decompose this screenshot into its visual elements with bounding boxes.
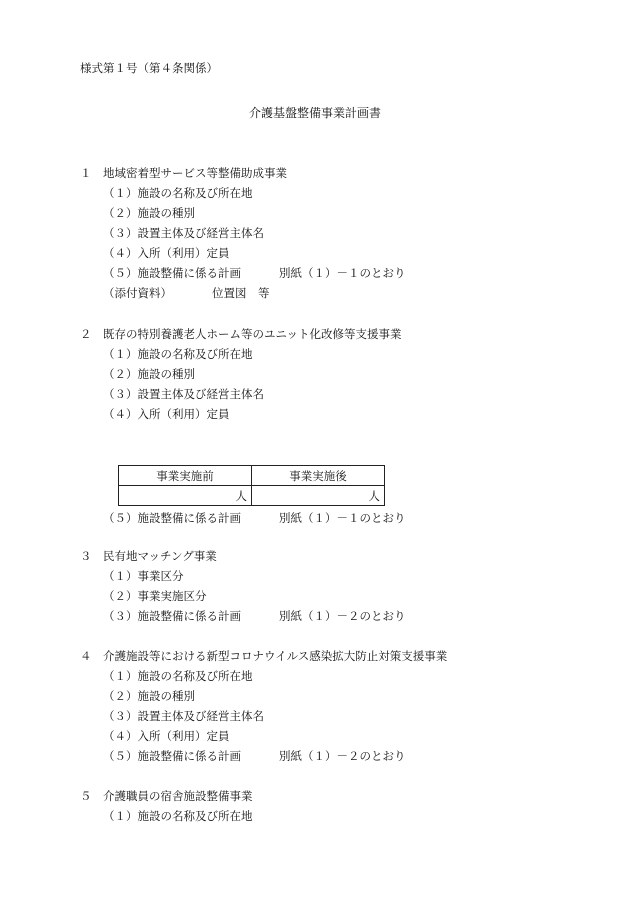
list-item xyxy=(80,606,406,626)
list-item: （１）施設の名称及び所在地 xyxy=(103,186,253,200)
document-title: 介護基盤整備事業計画書 xyxy=(248,106,381,120)
list-item xyxy=(80,746,447,766)
before-header: 事業実施前 xyxy=(119,466,252,486)
section-1 xyxy=(80,163,406,303)
section-title: 既存の特別養護老人ホーム等のユニット化改修等支援事業 xyxy=(103,327,402,341)
after-header: 事業実施後 xyxy=(252,466,385,486)
list-item: （２）施設の種別 xyxy=(103,206,195,220)
section-title: 介護施設等における新型コロナウイルス感染拡大防止対策支援事業 xyxy=(103,649,448,663)
attachment-value: 位置図 等 xyxy=(212,286,270,300)
item-label: （５）施設整備に係る計画 xyxy=(103,749,241,763)
list-item: （１）施設の名称及び所在地 xyxy=(103,669,253,683)
list-item: （２）施設の種別 xyxy=(103,689,195,703)
list-item: （３）設置主体及び経営主体名 xyxy=(103,387,264,401)
item-label: （５）施設整備に係る計画 xyxy=(103,511,241,525)
section-number: ４ xyxy=(80,649,92,663)
section-heading xyxy=(80,324,402,344)
item-label: （５）施設整備に係る計画 xyxy=(103,266,241,280)
list-item: （４）入所（利用）定員 xyxy=(103,407,230,421)
list-item xyxy=(80,508,406,528)
section-number: ５ xyxy=(80,789,92,803)
section-heading xyxy=(80,163,406,183)
plan-reference: 別紙（１）－２のとおり xyxy=(279,749,406,763)
attachment-line xyxy=(80,283,406,303)
section-heading xyxy=(80,786,253,806)
list-item: （３）設置主体及び経営主体名 xyxy=(103,709,264,723)
section-3 xyxy=(80,546,406,626)
item-label: （３）施設整備に係る計画 xyxy=(103,609,241,623)
section-4 xyxy=(80,646,447,766)
list-item: （４）入所（利用）定員 xyxy=(103,246,230,260)
section-heading xyxy=(80,546,406,566)
after-value-cell: 人 xyxy=(252,486,385,506)
section-title: 民有地マッチング事業 xyxy=(103,549,217,563)
section-heading xyxy=(80,646,447,666)
attachment-label: （添付資料） xyxy=(103,286,172,300)
before-value-cell: 人 xyxy=(119,486,252,506)
list-item: （２）施設の種別 xyxy=(103,367,195,381)
form-label: 様式第１号（第４条関係） xyxy=(80,61,218,75)
capacity-table xyxy=(118,465,385,506)
section-title: 地域密着型サービス等整備助成事業 xyxy=(103,166,287,180)
section-2 xyxy=(80,324,402,424)
section-5 xyxy=(80,786,253,826)
list-item: （１）施設の名称及び所在地 xyxy=(103,809,253,823)
list-item: （４）入所（利用）定員 xyxy=(103,729,230,743)
list-item: （３）設置主体及び経営主体名 xyxy=(103,226,264,240)
list-item: （１）事業区分 xyxy=(103,569,184,583)
plan-reference: 別紙（１）－２のとおり xyxy=(279,609,406,623)
section-number: １ xyxy=(80,166,92,180)
section-number: ３ xyxy=(80,549,92,563)
list-item: （２）事業実施区分 xyxy=(103,589,207,603)
plan-reference: 別紙（１）－１のとおり xyxy=(279,511,406,525)
section-number: ２ xyxy=(80,327,92,341)
plan-reference: 別紙（１）－１のとおり xyxy=(279,266,406,280)
list-item: （１）施設の名称及び所在地 xyxy=(103,347,253,361)
section-2-plan xyxy=(80,508,406,528)
list-item xyxy=(80,263,406,283)
section-title: 介護職員の宿舎施設整備事業 xyxy=(103,789,253,803)
